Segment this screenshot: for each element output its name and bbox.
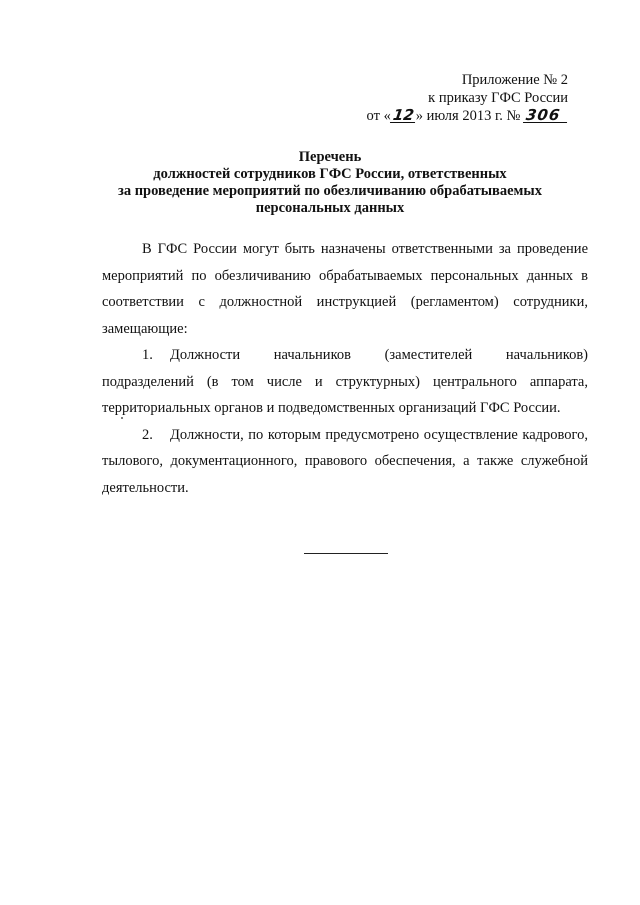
annex-order-reference: к приказу ГФС России [428,90,568,106]
list-item-2-text: Должности, по которым предусмотрено осуществление кадрового, тылового, документационного, правового обеспечения, а также служебной деятельности. [102,426,588,496]
title-line-2: должностей сотрудников ГФС России, ответственных [153,166,507,182]
scan-speck [121,417,123,419]
list-item-1-text: Должности начальников (заместителей начальников) подразделений (в том числе и структурных) центрального аппарата, территориальных органов и подведомственных организаций ГФС России. [102,347,588,416]
annex-date-line [367,107,568,125]
list-item-2-number: 2. [142,426,153,443]
title-line-3: за проведение мероприятий по обезличиванию обрабатываемых [118,183,542,199]
annex-header [367,71,568,125]
list-item-1-number: 1. [142,347,153,363]
handwritten-order-number: 306 [523,108,569,123]
date-prefix: от « [366,108,391,124]
document-title [100,149,560,217]
document-body [102,236,588,501]
list-item-2 [102,422,588,502]
annex-title: Приложение № 2 [461,72,568,88]
closing-divider-line [304,553,388,554]
date-middle: » июля 2013 г. № [415,108,521,124]
handwritten-day: 12 [391,106,416,124]
title-line-4: персональных данных [255,200,405,216]
list-item-1 [102,342,588,422]
title-line-1: Перечень [298,149,362,165]
intro-paragraph: В ГФС России могут быть назначены ответственными за проведение мероприятий по обезличиванию обрабатываемых персональных данных в соответствии с должностной инструкцией (регламентом) сотрудники, замещающие: [102,241,588,337]
